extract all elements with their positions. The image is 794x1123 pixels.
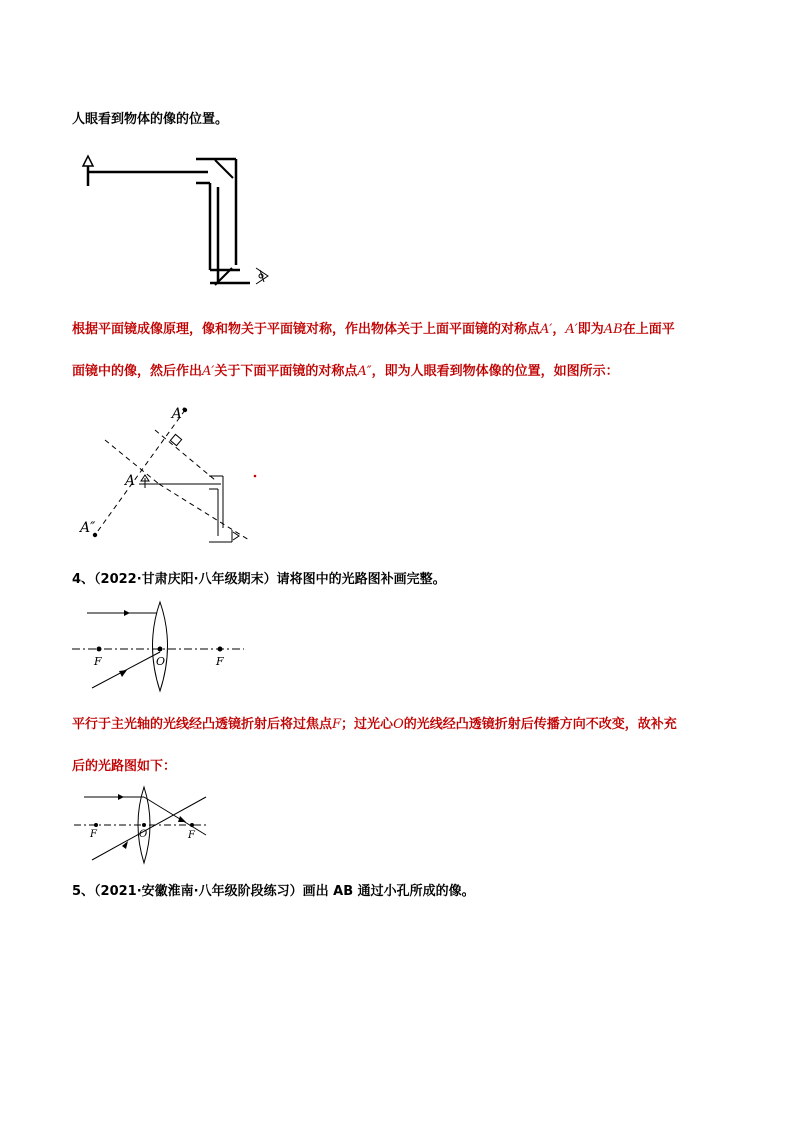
answer-4-line-2: 后的光路图如下：: [72, 759, 177, 774]
figure-lens-answer: [74, 785, 214, 865]
answer-3-line-2: 面镜中的像，然后作出A′关于下面平面镜的对称点A″，即为人眼看到物体像的位置，如图所示：: [72, 364, 619, 379]
answer-4-line-1: 平行于主光轴的光线经凸透镜折射后将过焦点F；过光心O的光线经凸透镜折射后传播方向不改变，故补充: [72, 717, 677, 732]
label-a-double-prime: A″: [80, 520, 96, 536]
label-f-right: F: [188, 830, 195, 841]
label-o: O: [139, 829, 148, 840]
figure-periscope: [70, 150, 280, 295]
label-o: O: [156, 655, 166, 668]
answer-3-line-1: 根据平面镜成像原理，像和物关于平面镜对称，作出物体关于上面平面镜的对称点A′，A′即为AB在上面平: [72, 322, 675, 337]
figure-mirror-images: [75, 398, 265, 548]
label-a: A: [125, 473, 136, 489]
eye-icon: [256, 268, 268, 284]
label-f-right: F: [216, 655, 224, 668]
question-4-title: 4、（2022·甘肃庆阳·八年级期末）请将图中的光路图补画完整。: [72, 572, 446, 587]
question-5-title: 5、（2021·安徽淮南·八年级阶段练习）画出 AB 通过小孔所成的像。: [72, 884, 475, 899]
label-f-left: F: [94, 655, 102, 668]
figure-lens-question: [72, 598, 252, 696]
label-f-left: F: [90, 829, 97, 840]
question-text-tail: 人眼看到物体的像的位置。: [72, 112, 229, 127]
label-a-prime: A′: [171, 406, 185, 422]
